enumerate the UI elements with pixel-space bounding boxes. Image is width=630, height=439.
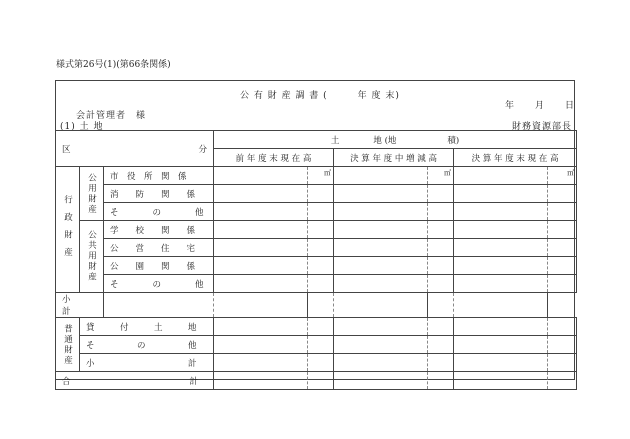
unit-label: ㎡ bbox=[567, 169, 575, 177]
gyosei-label: 行政財産 bbox=[56, 167, 80, 293]
row-label: 市 役 所 関 係 bbox=[104, 167, 214, 185]
koyo-label: 公用財産 bbox=[80, 167, 104, 221]
form-title: 公 有 財 産 調 書 ( 年 度 末) bbox=[240, 91, 400, 101]
row-label: 公 営 住 宅 bbox=[104, 239, 214, 257]
row-label: 公 園 関 係 bbox=[104, 257, 214, 275]
subtotal-label: 小 計 bbox=[80, 354, 214, 372]
row-label: そ の 他 bbox=[80, 336, 214, 354]
addressee-label: 会計管理者 様 bbox=[76, 111, 147, 121]
land-area-header: 土 地 (地 積) bbox=[214, 131, 577, 149]
row-label: そ の 他 bbox=[104, 203, 214, 221]
current-year-header: 決 算 年 度 末 現 在 高 bbox=[454, 149, 577, 167]
row-label: そ の 他 bbox=[104, 275, 214, 293]
section-label: (1) 土 地 bbox=[60, 122, 104, 132]
form-number-label: 様式第26号(1)(第66条関係) bbox=[56, 60, 171, 70]
subtotal-label: 小 計 bbox=[56, 293, 104, 318]
category-header: 区 分 bbox=[56, 131, 214, 167]
futsu-label: 普通財産 bbox=[56, 318, 80, 372]
row-label: 貸 付 土 地 bbox=[80, 318, 214, 336]
change-header: 決 算 年 度 中 増 減 高 bbox=[334, 149, 454, 167]
unit-label: ㎡ bbox=[324, 169, 332, 177]
row-label: 学 校 関 係 bbox=[104, 221, 214, 239]
prev-year-header: 前 年 度 末 現 在 高 bbox=[214, 149, 334, 167]
unit-label: ㎡ bbox=[444, 169, 452, 177]
land-table bbox=[55, 130, 577, 390]
row-label: 消 防 関 係 bbox=[104, 185, 214, 203]
date-label: 年 月 日 bbox=[505, 101, 576, 111]
signer-label: 財務資源部長 bbox=[512, 122, 573, 132]
kokyo-label: 公共用財産 bbox=[80, 221, 104, 293]
total-label: 合 計 bbox=[56, 372, 214, 390]
